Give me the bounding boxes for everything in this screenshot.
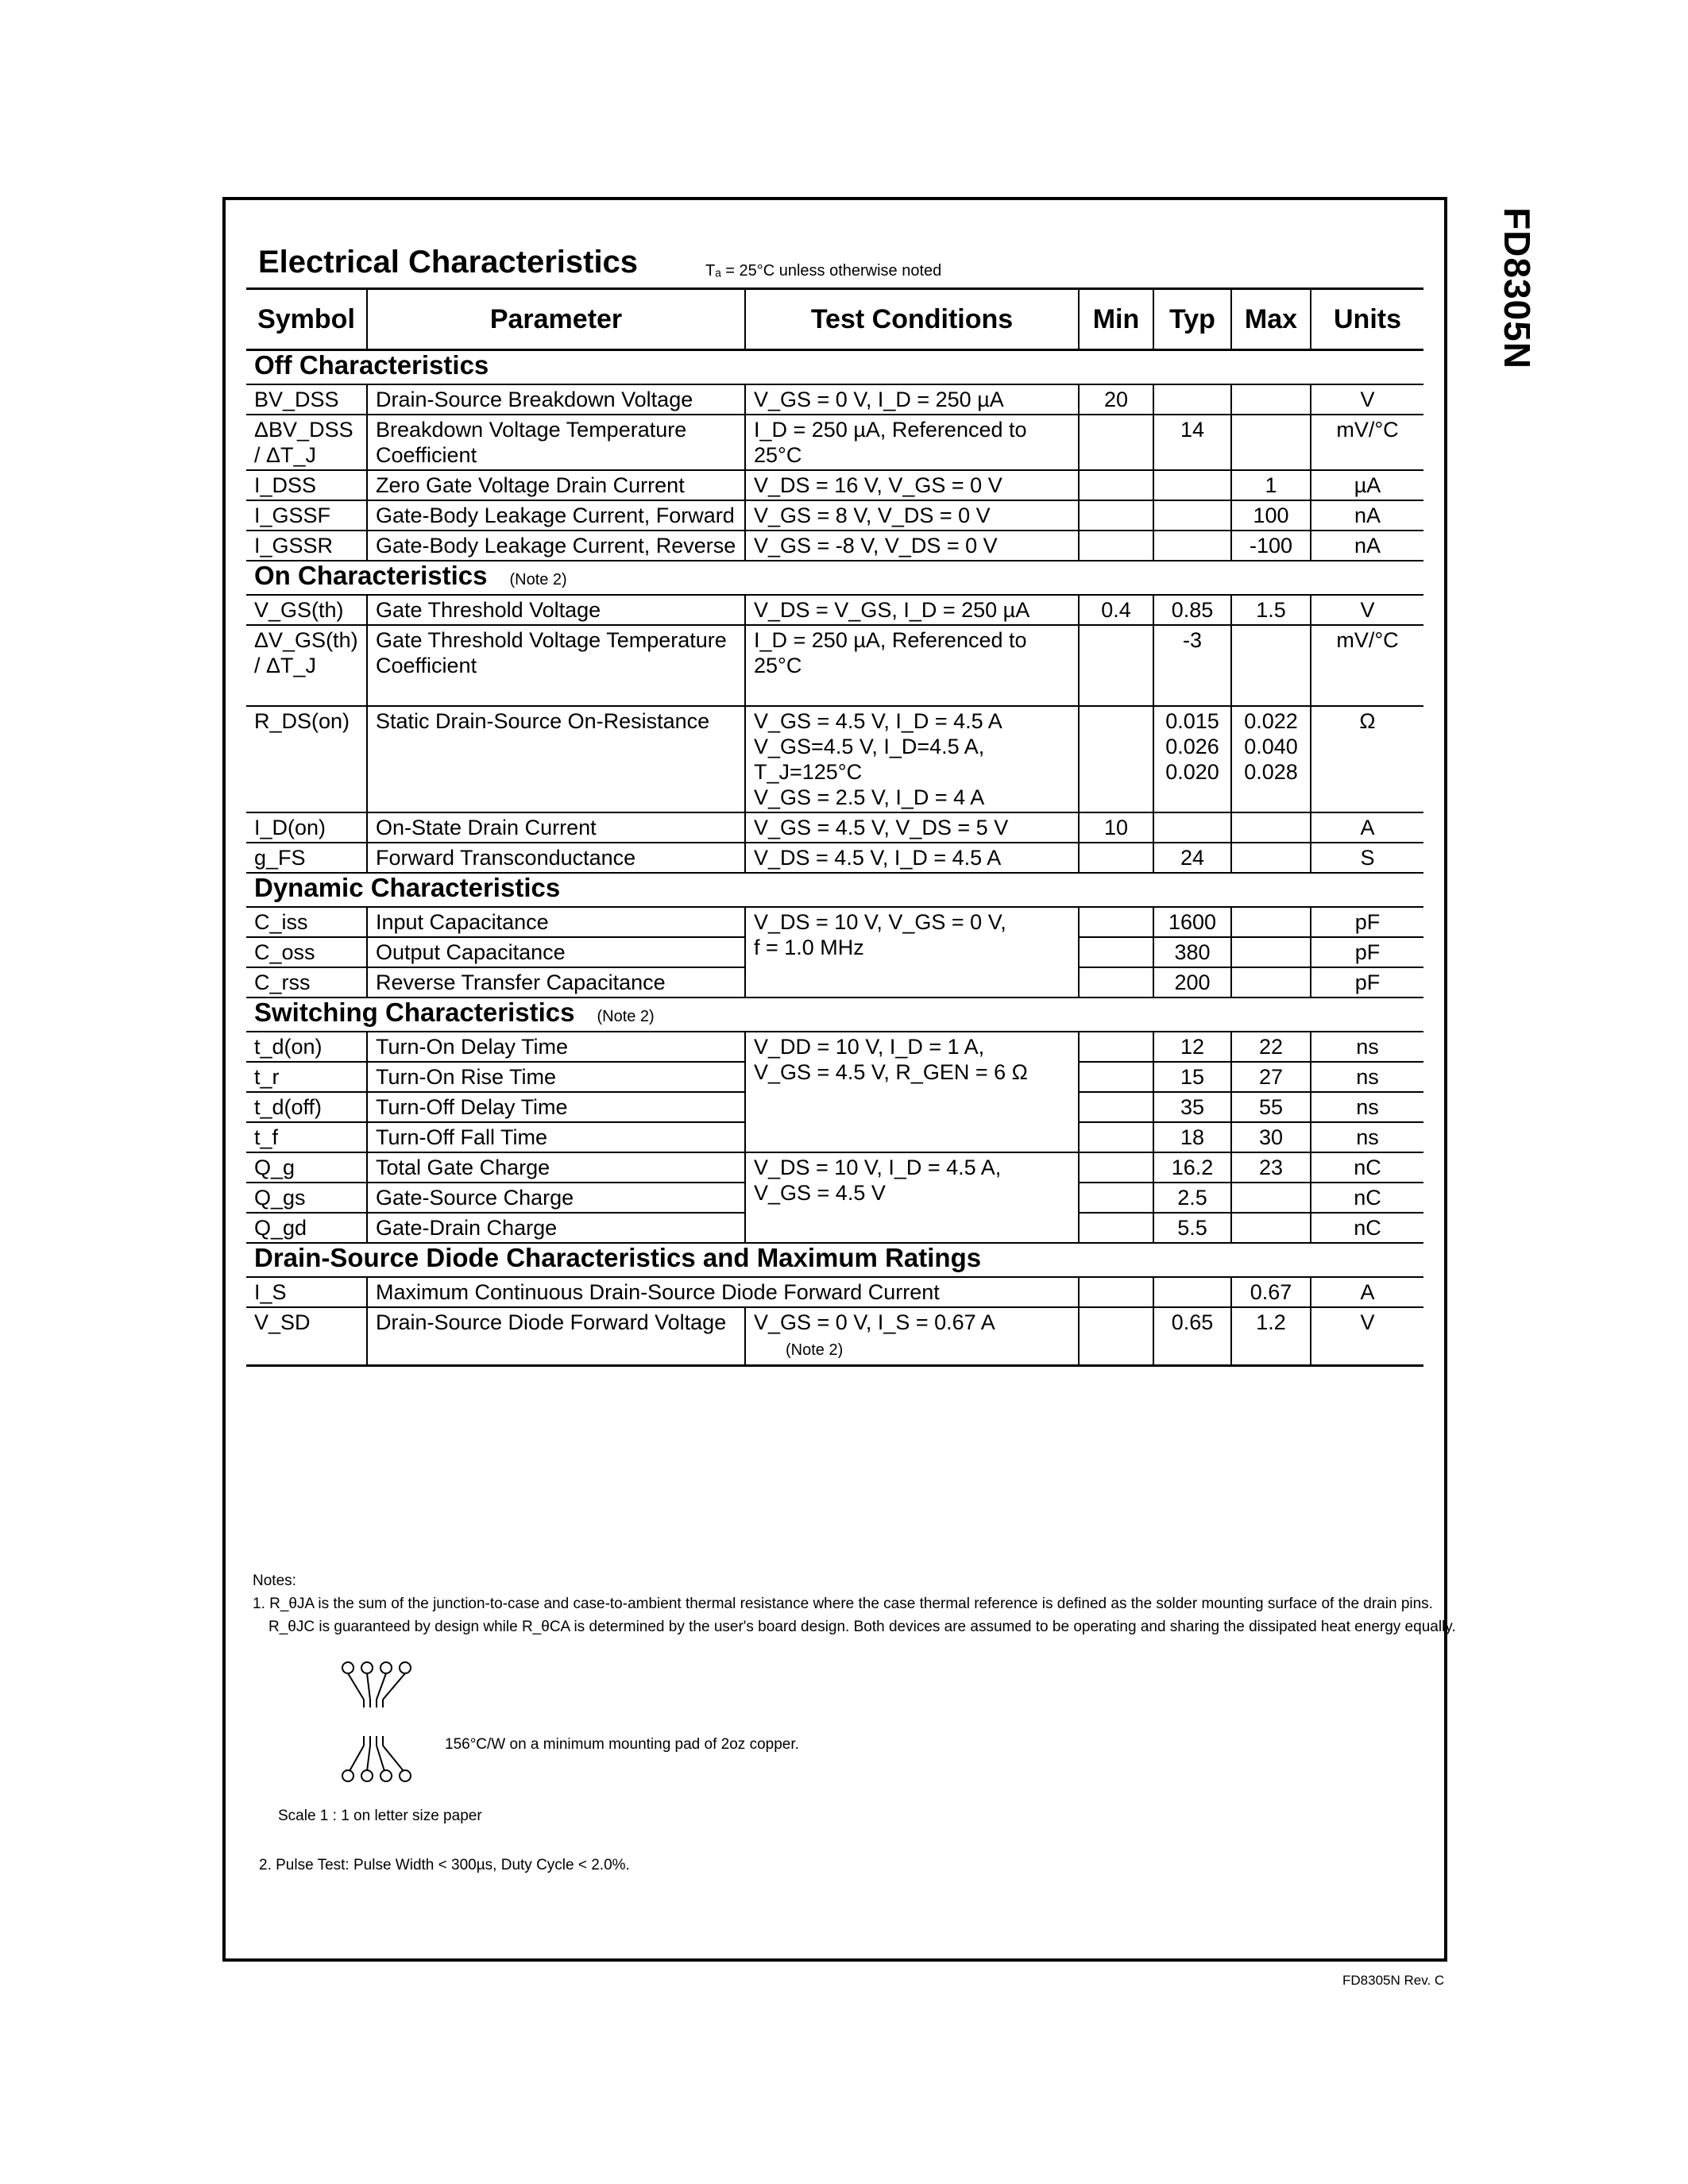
electrical-characteristics-table: [246, 287, 1423, 1367]
note-1a: 1. R_θJA is the sum of the junction-to-case and case-to-ambient thermal resistance where the case thermal reference is defined as the solder mounting surface of the drain pins.: [253, 1596, 1433, 1612]
section-switching: Switching Characteristics (Note 2): [246, 997, 1423, 1032]
table-row: Q_g Total Gate Charge V_DS = 10 V, I_D = 4.5 A, V_GS = 4.5 V 16.2 23 nC: [246, 1152, 1423, 1183]
note-1b: R_θJC is guaranteed by design while R_θCA is determined by the user's board design. Both devices are assumed to be operating and sharing the dissipated heat energy equally.: [268, 1619, 1456, 1635]
mounting-pad-figure: [334, 1660, 429, 1795]
col-conditions: Test Conditions: [745, 289, 1079, 350]
table-row: t_r Turn-On Rise Time 15 27 ns: [246, 1062, 1423, 1092]
table-row: I_D(on) On-State Drain Current V_GS = 4.5 V, V_DS = 5 V 10 A: [246, 812, 1423, 843]
scale-note: Scale 1 : 1 on letter size paper: [278, 1808, 482, 1824]
page-title: Electrical Characteristics: [258, 245, 639, 280]
table-row: C_oss Output Capacitance 380 pF: [246, 937, 1423, 967]
col-min: Min: [1079, 289, 1153, 350]
notes: [253, 1569, 1456, 1638]
section-diode: Drain-Source Diode Characteristics and Maximum Ratings: [246, 1243, 1423, 1277]
table-row: t_d(off) Turn-Off Delay Time 35 55 ns: [246, 1092, 1423, 1122]
table-row: I_S Maximum Continuous Drain-Source Diode Forward Current 0.67 A: [246, 1277, 1423, 1307]
table-row: ΔBV_DSS / ΔT_J Breakdown Voltage Temperature Coefficient I_D = 250 µA, Referenced to 25°C 14 mV/°C: [246, 415, 1423, 470]
section-dynamic: Dynamic Characteristics: [246, 873, 1423, 907]
table-row: I_GSSF Gate-Body Leakage Current, Forward V_GS = 8 V, V_DS = 0 V 100 nA: [246, 500, 1423, 531]
table-row: R_DS(on) Static Drain-Source On-Resistance V_GS = 4.5 V, I_D = 4.5 A V_GS=4.5 V, I_D=4.5 A, T_J=125°C V_GS = 2.5 V, I_D = 4 A 0.015 0.026 0.020 0.022 0.040 0.028 Ω: [246, 706, 1423, 812]
table-row: V_GS(th) Gate Threshold Voltage V_DS = V_GS, I_D = 250 µA 0.4 0.85 1.5 V: [246, 595, 1423, 625]
table-row: V_SD Drain-Source Diode Forward Voltage V_GS = 0 V, I_S = 0.67 A (Note 2) 0.65 1.2 V: [246, 1307, 1423, 1366]
table-row: BV_DSS Drain-Source Breakdown Voltage V_GS = 0 V, I_D = 250 µA 20 V: [246, 384, 1423, 415]
pad-note: 156°C/W on a minimum mounting pad of 2oz copper.: [445, 1736, 799, 1753]
table-row: I_DSS Zero Gate Voltage Drain Current V_DS = 16 V, V_GS = 0 V 1 µA: [246, 470, 1423, 500]
note-2: 2. Pulse Test: Pulse Width < 300µs, Duty Cycle < 2.0%.: [259, 1857, 630, 1873]
section-off: Off Characteristics: [246, 350, 1423, 385]
section-on: On Characteristics (Note 2): [246, 561, 1423, 595]
col-parameter: Parameter: [367, 289, 745, 350]
footer-revision: FD8305N Rev. C: [1342, 1973, 1445, 1988]
table-row: Q_gs Gate-Source Charge 2.5 nC: [246, 1183, 1423, 1213]
table-row: Q_gd Gate-Drain Charge 5.5 nC: [246, 1213, 1423, 1243]
col-max: Max: [1231, 289, 1311, 350]
table-row: C_iss Input Capacitance V_DS = 10 V, V_GS = 0 V, f = 1.0 MHz 1600 pF: [246, 907, 1423, 937]
notes-label: Notes:: [253, 1572, 296, 1589]
col-symbol: Symbol: [246, 289, 367, 350]
part-number-side-title: FD8305N: [1497, 207, 1538, 369]
table-row: t_f Turn-Off Fall Time 18 30 ns: [246, 1122, 1423, 1152]
col-typ: Typ: [1153, 289, 1231, 350]
table-row: I_GSSR Gate-Body Leakage Current, Reverse V_GS = -8 V, V_DS = 0 V -100 nA: [246, 531, 1423, 561]
heading-note: Tₐ = 25°C unless otherwise noted: [705, 262, 942, 280]
col-units: Units: [1311, 289, 1423, 350]
table-row: g_FS Forward Transconductance V_DS = 4.5 V, I_D = 4.5 A 24 S: [246, 843, 1423, 873]
table-row: t_d(on) Turn-On Delay Time V_DD = 10 V, I_D = 1 A, V_GS = 4.5 V, R_GEN = 6 Ω 12 22 ns: [246, 1032, 1423, 1062]
table-header: [246, 289, 1423, 350]
table-row: ΔV_GS(th) / ΔT_J Gate Threshold Voltage Temperature Coefficient I_D = 250 µA, Referenced to 25°C -3 mV/°C: [246, 625, 1423, 706]
table-row: C_rss Reverse Transfer Capacitance 200 pF: [246, 967, 1423, 997]
